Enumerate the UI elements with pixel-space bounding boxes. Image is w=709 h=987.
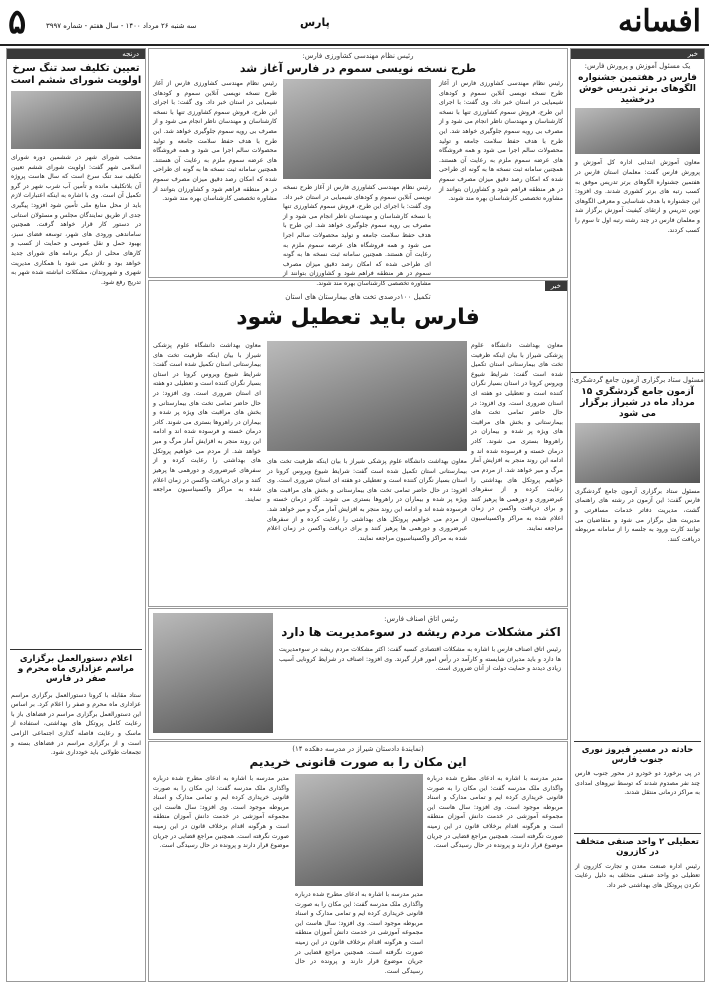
left-column-label: درنجه [7, 49, 145, 59]
mid-kicker: رئیس اتاق اصناف فارس: [384, 615, 458, 623]
bottom-body-left: مدیر مدرسه با اشاره به ادعای مطرح شده درباره واگذاری ملک مدرسه گفت: این مکان را به صورت قانونی خریداری کرده ایم و تمامی مدارک و اسناد مربوطه موجود است. وی افزود: سال هاست این مجموعه آموزشی در خدمت دانش آموزان منطقه است و هرگونه اقدام برخلاف قانون در این زمینه صورت نگرفته است. همچنین مراجع قضایی در جریان موضوع قرار دارند و پرونده در حال رسیدگی است. [153, 775, 289, 850]
center-bottom-article [148, 741, 568, 982]
mid-body: رئیس اتاق اصناف فارس با اشاره به مشکلات اقتصادی کسبه گفت: اکثر مشکلات مردم ریشه در سوءمدیریت ها دارد و باید مدیران شایسته و کارآمد در رأس امور قرار گیرند. وی افزود: اصناف در شرایط کرونایی آسیب زیادی دیدند و حمایت دولت از آنان ضروری است. [279, 646, 561, 673]
left-column [6, 48, 146, 982]
right-kicker-2: مسئول ستاد برگزاری آزمون جامع گردشگری: [571, 372, 704, 384]
newspaper-logo: افسانه [617, 4, 701, 39]
right-kicker: یک مسئول آموزش و پرورش فارس: [584, 62, 691, 70]
left-article-body: منتخب شورای شهر در ششمین دوره شورای اسلامی شهر گفت: اولویت شورای ششم تعیین تکلیف سد تنگ سرخ است که سال هاست پروژه آن بلاتکلیف مانده و تأمین آب شرب شهر در گرو تکمیل آن است. وی با اشاره به اینکه اعتبارات لازم باید از محل منابع ملی تأمین شود افزود: پیگیری جدی از طریق نمایندگان مجلس و مسئولان استانی در دستور کار قرار خواهد گرفت. همچنین ساماندهی ورودی های شهر، توسعه فضای سبز، بهبود حمل و نقل عمومی و حمایت از کسب و کارهای محلی از دیگر برنامه های شورای جدید خواهد بود و تلاش می شود با همکاری مدیریت شهری و شهروندان، مشکلات انباشته شده شهر به تدریج رفع شود. [11, 154, 141, 286]
center-mid-article [148, 608, 568, 740]
bottom-headline: این مکان را به صورت قانونی خریدیم [249, 755, 467, 769]
main-body-left: معاون بهداشت دانشگاه علوم پزشکی شیراز با بیان اینکه ظرفیت تخت های بیمارستانی استان تکمیل شده است گفت: شرایط شیوع ویروس کرونا در استان بسیار نگران کننده است و تعطیلی دو هفته ای استان ضروری است. وی افزود: در حال حاضر تمامی تخت های بیمارستانی و بخش های مراقبت های ویژه پر شده و بیماران در راهروها بستری می شوند. کادر درمان خسته و فرسوده شده اند و ادامه این روند منجر به افزایش آمار مرگ و میر خواهد شد. از مردم می خواهیم پروتکل های بهداشتی را رعایت کرده و از سفرهای غیرضروری و دورهمی ها پرهیز کنند و برای دریافت واکسن در زمان اعلام شده به مراکز واکسیناسیون مراجعه نمایند. [153, 342, 261, 503]
mid-headline: اکثر مشکلات مردم ریشه در سوءمدیریت ها دارد [281, 625, 561, 639]
hospital-photo [267, 341, 467, 451]
right-headline-2: آزمون جامع گردشگری ۱۵ مرداد ماه در شیراز برگزار می شود [580, 387, 695, 419]
portrait-photo [11, 91, 141, 149]
right-body-2: مسئول ستاد برگزاری آزمون جامع گردشگری فارس گفت: این آزمون در رشته های راهنمای گشت، مدیریت دفاتر خدمات مسافرتی و مدیریت هتل برگزار می شود و متقاضیان می توانند کارت ورود به جلسه را از سامانه مربوطه دریافت کنند. [575, 487, 700, 543]
right-headline-3: حادثه در مسیر فیروز نوری جنوب فارس [574, 741, 701, 765]
top-body-left: رئیس نظام مهندسی کشاورزی فارس از آغاز طرح نسخه نویسی آنلاین سموم و کودهای شیمیایی در استان خبر داد. وی گفت: با اجرای این طرح، فروش سموم کشاورزی تنها با نسخه کارشناسان و مهندسان ناظر انجام می شود و از مصرف بی رویه سموم جلوگیری خواهد شد. این طرح با هدف حفظ سلامت جامعه و تولید محصولات سالم اجرا می شود و همه فروشگاه های عرضه سموم ملزم به رعایت آن هستند. همچنین سامانه ثبت نسخه ها به گونه ای طراحی شده که امکان رصد دقیق میزان مصرف سموم در هر منطقه فراهم شود و کشاورزان بتوانند از مشاوره تخصصی کارشناسان بهره مند شوند. [153, 80, 277, 203]
bottom-body-mid: مدیر مدرسه با اشاره به ادعای مطرح شده درباره واگذاری ملک مدرسه گفت: این مکان را به صورت قانونی خریداری کرده ایم و تمامی مدارک و اسناد مربوطه موجود است. وی افزود: سال هاست این مجموعه آموزشی در خدمت دانش آموزان منطقه است و هرگونه اقدام برخلاف قانون در این زمینه صورت نگرفته است. همچنین مراجع قضایی در جریان موضوع قرار دارند و پرونده در حال رسیدگی است. [295, 891, 423, 975]
pharmacy-photo [283, 79, 431, 179]
school-photo [295, 774, 423, 886]
bottom-kicker: (نمایندهٔ دادستان شیراز در مدرسه دهکده ۱۴) [292, 745, 424, 753]
center-main-article [148, 280, 568, 607]
official-photo [575, 108, 700, 154]
center-top-article [148, 48, 568, 288]
right-news-tag: خبر [571, 49, 704, 59]
left-headline-2: اعلام دستورالعمل برگزاری مراسم عزاداری ماه محرم و صفر در فارس [10, 649, 142, 685]
left-article-body-2: ستاد مقابله با کرونا دستورالعمل برگزاری مراسم عزاداری ماه محرم و صفر را اعلام کرد. بر اساس این دستورالعمل برگزاری مراسم در فضاهای باز با رعایت کامل پروتکل های بهداشتی، استفاده از ماسک و رعایت فاصله گذاری اجتماعی الزامی است و از برگزاری مراسم در فضاهای بسته و تجمعات طولانی باید خودداری شود. [11, 691, 141, 757]
top-body-right: رئیس نظام مهندسی کشاورزی فارس از آغاز طرح نسخه نویسی آنلاین سموم و کودهای شیمیایی در استان خبر داد. وی گفت: با اجرای این طرح، فروش سموم کشاورزی تنها با نسخه کارشناسان و مهندسان ناظر انجام می شود و از مصرف بی رویه سموم جلوگیری خواهد شد. این طرح با هدف حفظ سلامت جامعه و تولید محصولات سالم اجرا می شود و همه فروشگاه های عرضه سموم ملزم به رعایت آن هستند. همچنین سامانه ثبت نسخه ها به گونه ای طراحی شده که امکان رصد دقیق میزان مصرف سموم در هر منطقه فراهم شود و کشاورزان بتوانند از مشاوره تخصصی کارشناسان بهره مند شوند. [439, 80, 563, 203]
masthead [0, 0, 709, 46]
news-tag: خبر [545, 281, 567, 291]
main-body-mid: معاون بهداشت دانشگاه علوم پزشکی شیراز با بیان اینکه ظرفیت تخت های بیمارستانی استان تکمیل شده است گفت: شرایط شیوع ویروس کرونا در استان بسیار نگران کننده است و تعطیلی دو هفته ای استان ضروری است. وی افزود: در حال حاضر تمامی تخت های بیمارستانی و بخش های مراقبت های ویژه پر شده و بیماران در راهروها بستری می شوند. کادر درمان خسته و فرسوده شده اند و ادامه این روند منجر به افزایش آمار مرگ و میر خواهد شد. از مردم می خواهیم پروتکل های بهداشتی را رعایت کرده و از سفرهای غیرضروری و دورهمی ها پرهیز کنند و برای دریافت واکسن در زمان اعلام شده به مراکز واکسیناسیون مراجعه نمایند. [267, 458, 467, 542]
right-headline: فارس در هفتمین جشنواره الگوهای برتر تدریس خوش درخشید [578, 73, 697, 105]
date-line: سه شنبه ۲۶ مرداد ۱۴۰۰ - سال هفتم - شماره ۳۹۹۷ [46, 22, 197, 30]
main-body-right: معاون بهداشت دانشگاه علوم پزشکی شیراز با بیان اینکه ظرفیت تخت های بیمارستانی استان تکمیل شده است گفت: شرایط شیوع ویروس کرونا در استان بسیار نگران کننده است و تعطیلی دو هفته ای استان ضروری است. وی افزود: در حال حاضر تمامی تخت های بیمارستانی و بخش های مراقبت های ویژه پر شده و بیماران در راهروها بستری می شوند. کادر درمان خسته و فرسوده شده اند و ادامه این روند منجر به افزایش آمار مرگ و میر خواهد شد. از مردم می خواهیم پروتکل های بهداشتی را رعایت کرده و از سفرهای غیرضروری و دورهمی ها پرهیز کنند و برای دریافت واکسن در زمان اعلام شده به مراکز واکسیناسیون مراجعه نمایند. [471, 342, 563, 532]
right-body-3: در پی برخورد دو خودرو در محور جنوب فارس چند نفر مصدوم شدند که توسط نیروهای امدادی به مراکز درمانی منتقل شدند. [575, 770, 700, 797]
page-number: ۵ [8, 2, 27, 42]
tourism-official-photo [575, 423, 700, 483]
bottom-body-right: مدیر مدرسه با اشاره به ادعای مطرح شده درباره واگذاری ملک مدرسه گفت: این مکان را به صورت قانونی خریداری کرده ایم و تمامی مدارک و اسناد مربوطه موجود است. وی افزود: سال هاست این مجموعه آموزشی در خدمت دانش آموزان منطقه است و هرگونه اقدام برخلاف قانون در این زمینه صورت نگرفته است. همچنین مراجع قضایی در جریان موضوع قرار دارند و پرونده در حال رسیدگی است. [427, 775, 563, 850]
right-body: معاون آموزش ابتدایی اداره کل آموزش و پرورش فارس گفت: معلمان استان فارس در هفتمین جشنواره الگوهای برتر تدریس موفق به کسب رتبه های برتر کشوری شدند. وی افزود: این جشنواره با هدف شناسایی و معرفی الگوهای نوین تدریس و ارتقای کیفیت آموزش برگزار شد و معلمان فارس در چند رشته رتبه اول تا سوم را کسب کردند. [575, 159, 700, 234]
right-body-4: رئیس اداره صنعت معدن و تجارت کازرون از تعطیلی دو واحد صنفی متخلف به دلیل رعایت نکردن پروتکل های بهداشتی خبر داد. [575, 862, 700, 889]
meeting-photo [153, 613, 273, 733]
main-kicker: تکمیل ۱۰۰درصدی تخت های بیمارستان های استان [285, 293, 431, 301]
left-headline: تعیین تکلیف سد تنگ سرخ اولویت شورای ششم است [10, 63, 142, 86]
right-column [570, 48, 705, 982]
top-headline: طرح نسخه نویسی سموم در فارس آغاز شد [239, 62, 477, 75]
top-kicker: رئیس نظام مهندسی کشاورزی فارس: [302, 52, 414, 60]
top-body-mid: رئیس نظام مهندسی کشاورزی فارس از آغاز طرح نسخه نویسی آنلاین سموم و کودهای شیمیایی در استان خبر داد. وی گفت: با اجرای این طرح، فروش سموم کشاورزی تنها با نسخه کارشناسان و مهندسان ناظر انجام می شود و از مصرف بی رویه سموم جلوگیری خواهد شد. این طرح با هدف حفظ سلامت جامعه و تولید محصولات سالم اجرا می شود و همه فروشگاه های عرضه سموم ملزم به رعایت آن هستند. همچنین سامانه ثبت نسخه ها به گونه ای طراحی شده که امکان رصد دقیق میزان مصرف سموم در هر منطقه فراهم شود و کشاورزان بتوانند از مشاوره تخصصی کارشناسان بهره مند شوند. [283, 184, 431, 288]
right-headline-4: تعطیلی ۲ واحد صنفی متخلف در کازرون [574, 833, 701, 857]
section-title: پارس [300, 16, 330, 29]
main-headline: فارس باید تعطیل شود [236, 305, 480, 330]
